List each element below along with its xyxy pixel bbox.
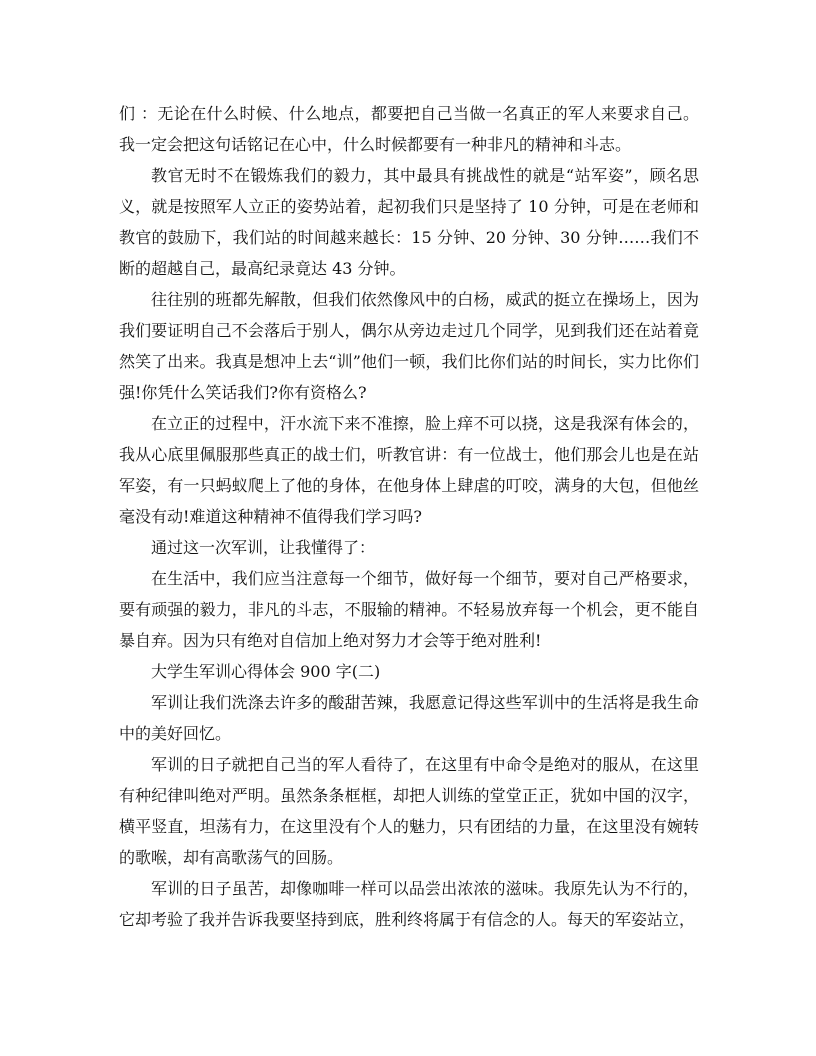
paragraph: 通过这一次军训，让我懂得了： xyxy=(151,538,376,557)
paragraph: 在立正的过程中，汗水流下来不准擦，脸上痒不可以挠，这是我深有体会的，我从心底里佩服那些真正的战士们，听教官讲：有一位战士，他们那会儿也是在站军姿，有一只蚂蚁爬上了他的身体，在他身体上肆虐的叮咬，满身的大包，但他丝毫没有动!难道这种精神不值得我们学习吗? xyxy=(119,414,699,526)
paragraph: 军训的日子就把自己当的军人看待了，在这里有中命令是绝对的服从，在这里有种纪律叫绝对严明。虽然条条框框，却把人训练的堂堂正正，犹如中国的汉字，横平竖直，坦荡有力，在这里没有个人的魅力，只有团结的力量，在这里没有婉转的歌喉，却有高歌荡气的回肠。 xyxy=(119,755,699,867)
paragraph-continuation: 们 ：无论在什么时候、什么地点，都要把自己当做一名真正的军人来要求自己。我一定会把这句话铭记在心中，什么时候都要有一种非凡的精神和斗志。 xyxy=(119,104,699,154)
document-body xyxy=(119,98,699,935)
paragraph: 军训让我们洗涤去许多的酸甜苦辣，我愿意记得这些军训中的生活将是我生命中的美好回忆。 xyxy=(119,693,699,743)
paragraph: 往往别的班都先解散，但我们依然像风中的白杨，威武的挺立在操场上，因为我们要证明自己不会落后于别人，偶尔从旁边走过几个同学，见到我们还在站着竟然笑了出来。我真是想冲上去“训”他们一顿，我们比你们站的时间长，实力比你们强!你凭什么笑话我们?你有资格么? xyxy=(119,290,699,402)
paragraph: 在生活中，我们应当注意每一个细节，做好每一个细节，要对自己严格要求，要有顽强的毅力，非凡的斗志，不服输的精神。不轻易放弃每一个机会，更不能自暴自弃。因为只有绝对自信加上绝对努力才会等于绝对胜利! xyxy=(119,569,699,650)
section-heading: 大学生军训心得体会 900 字(二) xyxy=(151,662,381,681)
paragraph: 军训的日子虽苦，却像咖啡一样可以品尝出浓浓的滋味。我原先认为不行的，它却考验了我并告诉我要坚持到底，胜利终将属于有信念的人。每天的军姿站立， xyxy=(119,879,699,929)
paragraph: 教官无时不在锻炼我们的毅力，其中最具有挑战性的就是“站军姿”，顾名思义，就是按照军人立正的姿势站着，起初我们只是坚持了 10 分钟，可是在老师和教官的鼓励下，我们站的时间越来越长：15 分钟、20 分钟、30 分钟……我们不断的超越自己，最高纪录竟达 43 分钟。 xyxy=(119,166,699,278)
